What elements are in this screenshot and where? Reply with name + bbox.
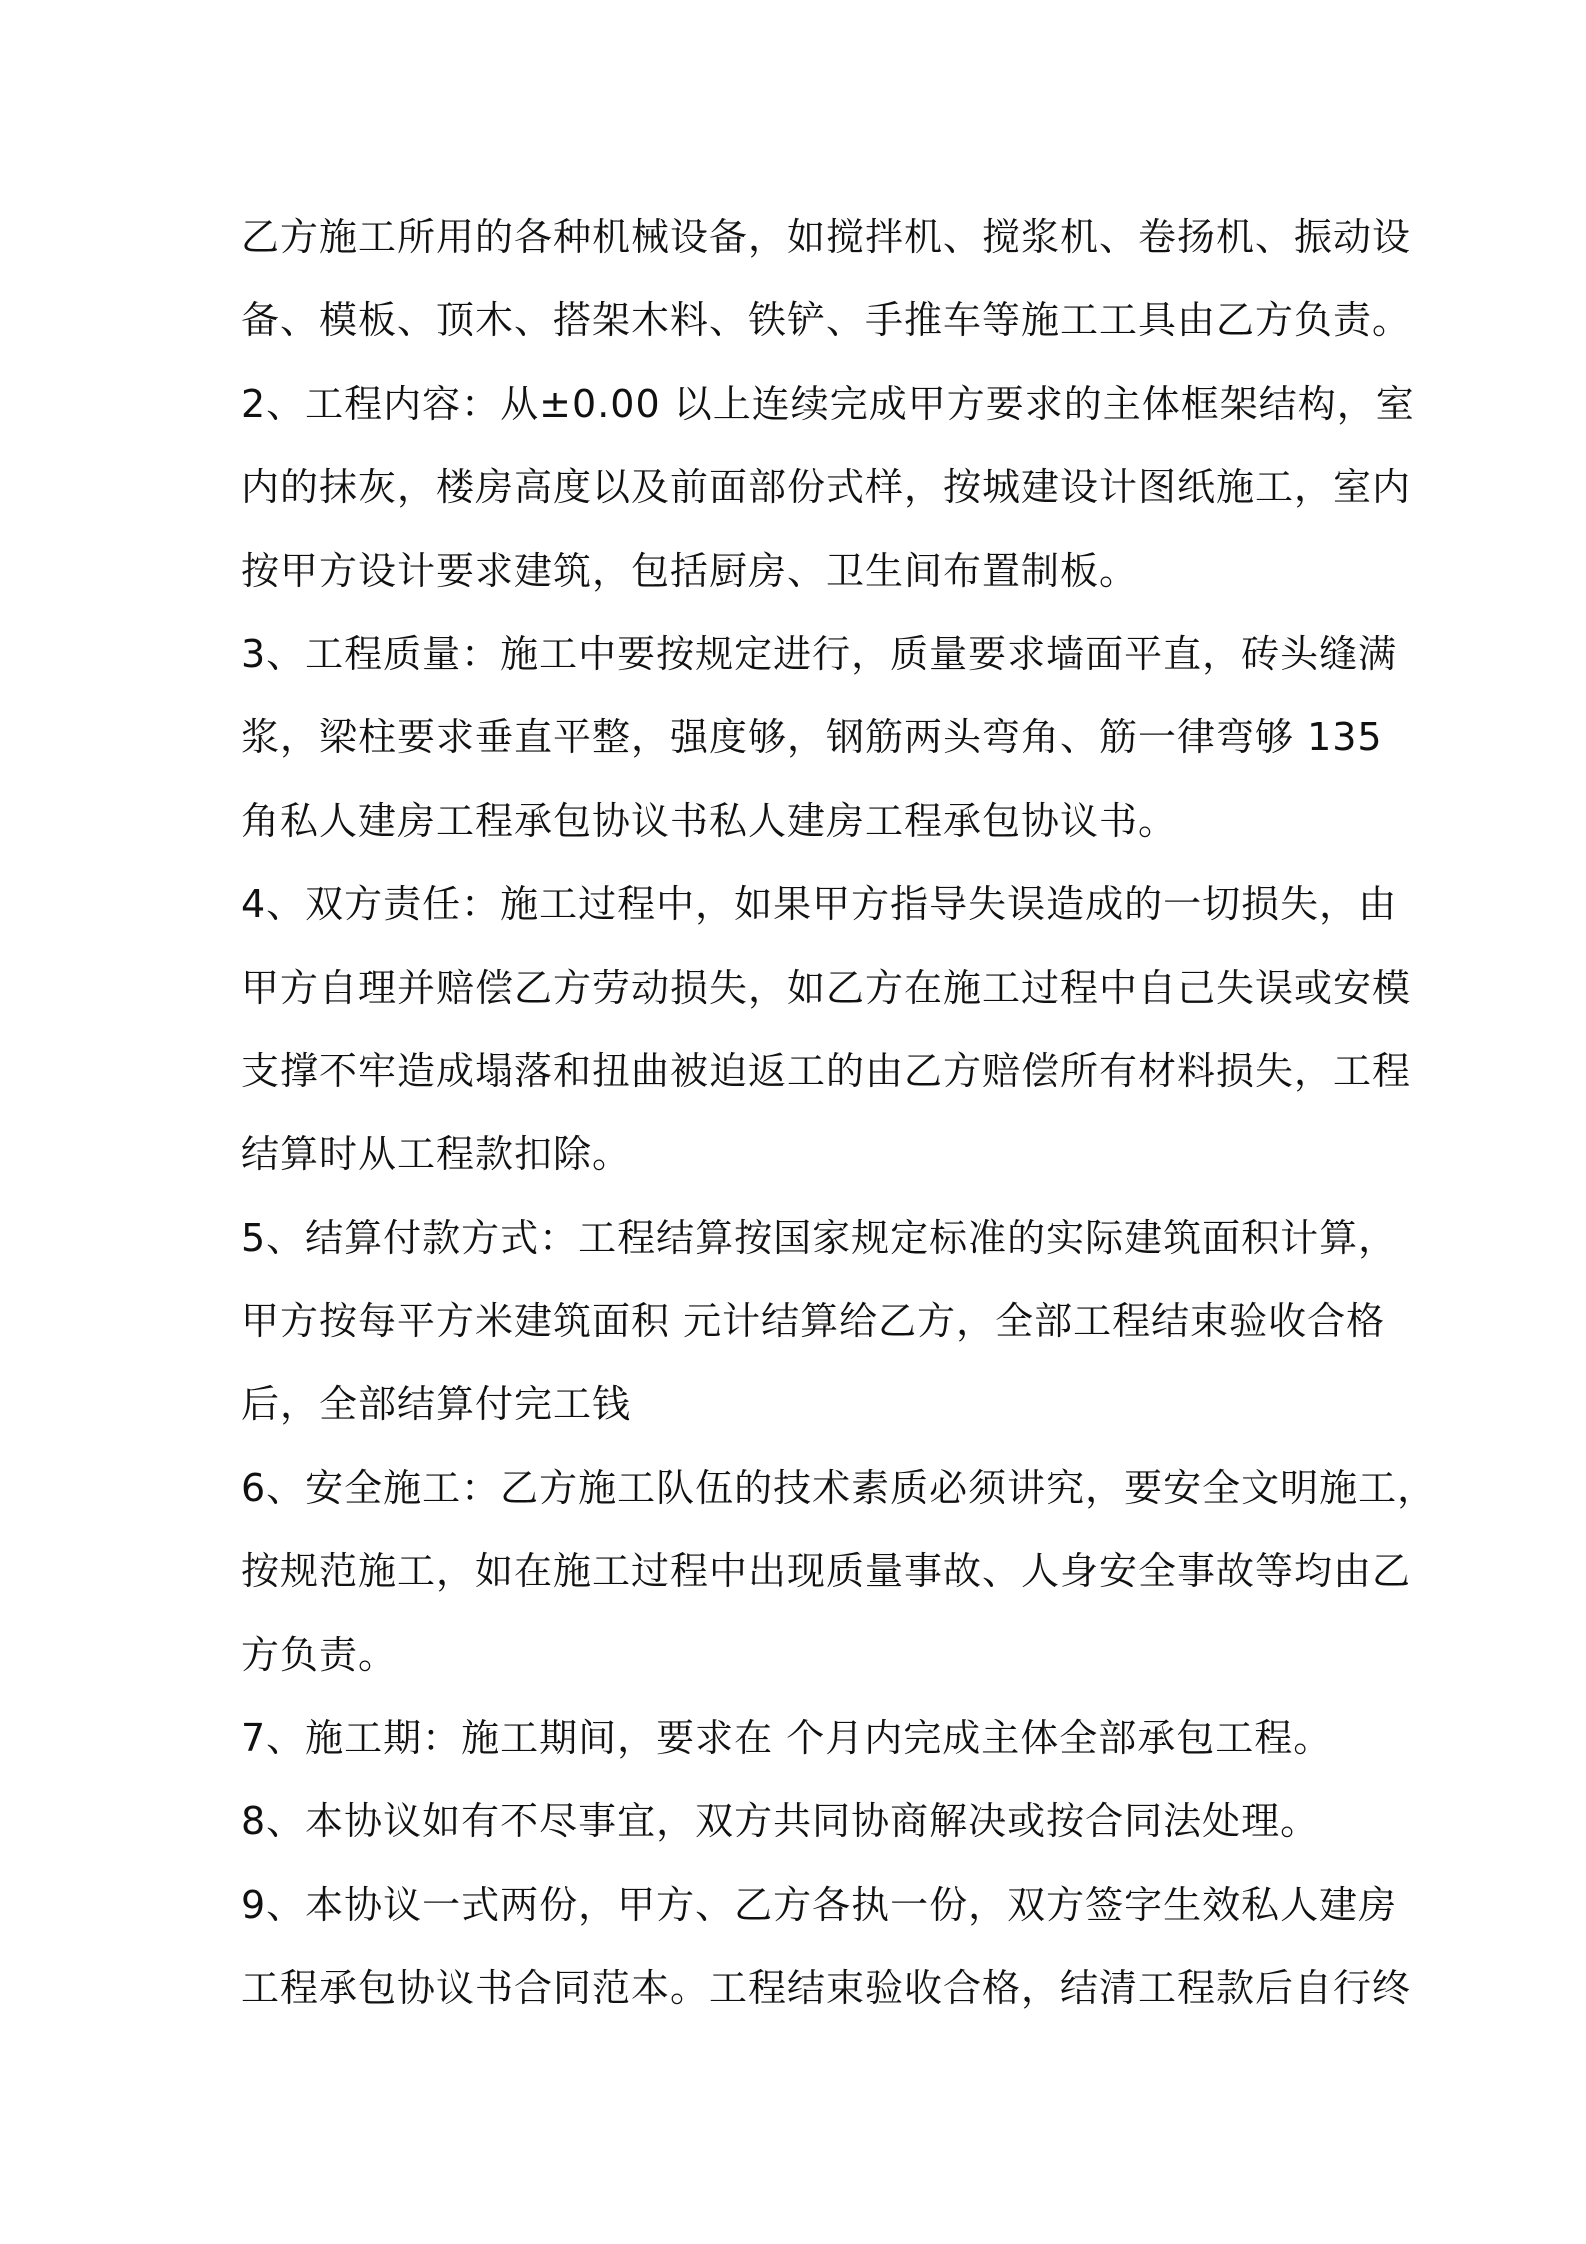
text-line: 工程承包协议书合同范本。工程结束验收合格，结清工程款后自行终	[241, 1966, 1412, 2011]
text-line: 2、工程内容：从±0.00 以上连续完成甲方要求的主体框架结构，室	[241, 381, 1415, 426]
text-line: 备、模板、顶木、搭架木料、铁铲、手推车等施工工具由乙方负责。	[241, 298, 1412, 343]
text-line: 7、施工期：施工期间，要求在 个月内完成主体全部承包工程。	[241, 1716, 1333, 1761]
text-line: 支撑不牢造成塌落和扭曲被迫返工的由乙方赔偿所有材料损失，工程	[241, 1048, 1412, 1093]
text-line: 9、本协议一式两份，甲方、乙方各执一份，双方签字生效私人建房	[241, 1882, 1398, 1927]
text-line: 内的抹灰，楼房高度以及前面部份式样，按城建设计图纸施工，室内	[241, 465, 1412, 510]
text-line: 8、本协议如有不尽事宜，双方共同协商解决或按合同法处理。	[241, 1799, 1320, 1844]
text-line: 浆，梁柱要求垂直平整，强度够，钢筋两头弯角、筋一律弯够 135	[241, 715, 1383, 760]
text-line: 甲方按每平方米建筑面积 元计结算给乙方，全部工程结束验收合格	[241, 1299, 1386, 1344]
text-line: 3、工程质量：施工中要按规定进行，质量要求墙面平直，砖头缝满	[241, 631, 1398, 676]
text-line: 方负责。	[241, 1632, 398, 1677]
document-body	[241, 196, 1437, 2031]
text-line: 后，全部结算付完工钱	[241, 1382, 632, 1427]
text-line: 乙方施工所用的各种机械设备，如搅拌机、搅浆机、卷扬机、振动设	[241, 215, 1412, 259]
text-line: 4、双方责任：施工过程中，如果甲方指导失误造成的一切损失，由	[241, 882, 1398, 927]
text-line: 5、结算付款方式：工程结算按国家规定标准的实际建筑面积计算，	[241, 1215, 1398, 1260]
text-line: 按甲方设计要求建筑，包括厨房、卫生间布置制板。	[241, 548, 1139, 593]
text-line: 角私人建房工程承包协议书私人建房工程承包协议书。	[241, 798, 1178, 843]
text-line: 按规范施工，如在施工过程中出现质量事故、人身安全事故等均由乙	[241, 1549, 1412, 1594]
text-line: 6、安全施工：乙方施工队伍的技术素质必须讲究，要安全文明施工，	[241, 1465, 1437, 1510]
text-line: 甲方自理并赔偿乙方劳动损失，如乙方在施工过程中自己失误或安模	[241, 965, 1412, 1010]
text-line: 结算时从工程款扣除。	[241, 1132, 632, 1177]
